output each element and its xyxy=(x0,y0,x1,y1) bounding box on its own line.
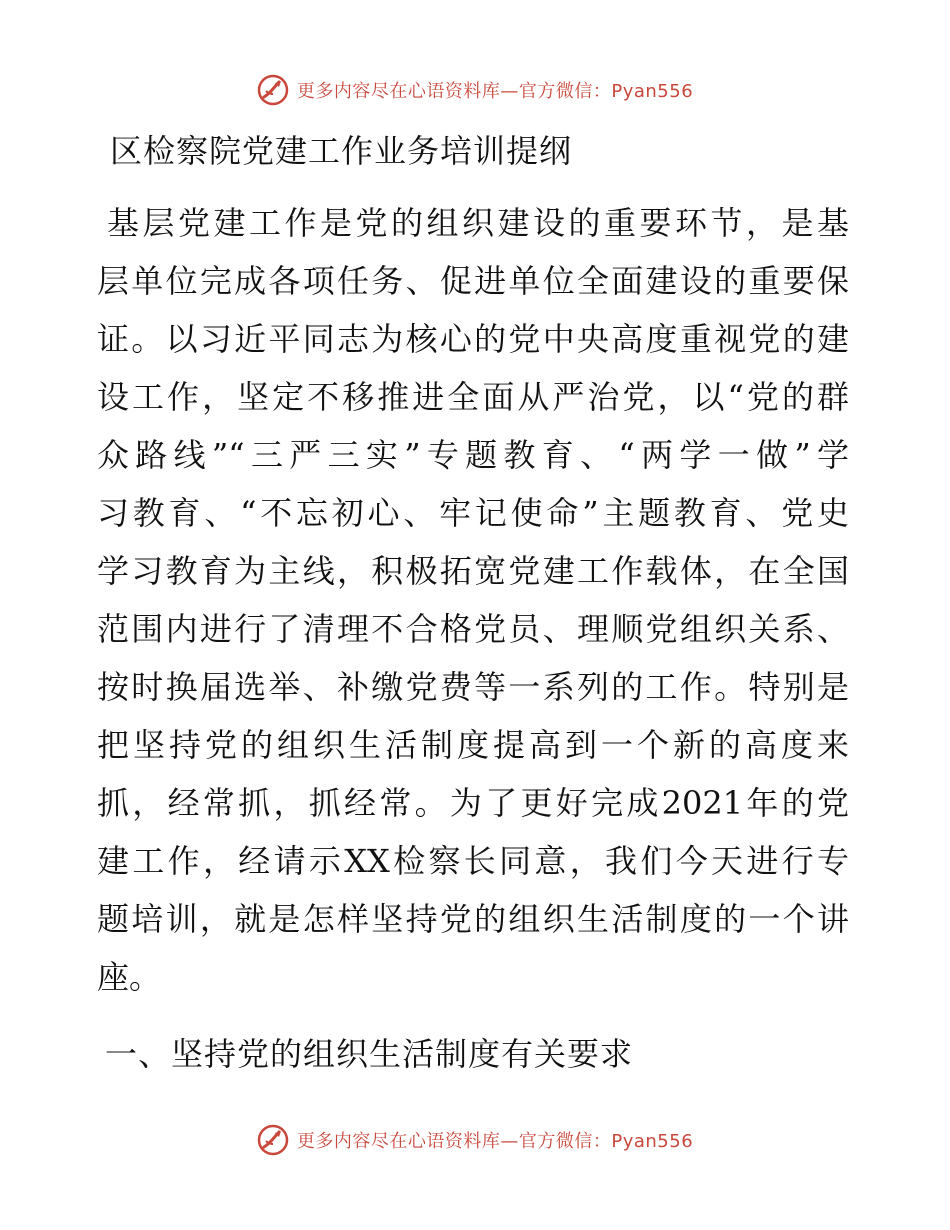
paragraph-line: 习教育、“不忘初心、牢记使命”主题教育、党史 xyxy=(97,494,849,532)
paragraph-line: 把坚持党的组织生活制度提高到一个新的高度来 xyxy=(97,726,849,764)
watermark-banner-top xyxy=(0,70,950,110)
brand-logo-icon xyxy=(257,1124,289,1156)
paragraph-line: 证。以习近平同志为核心的党中央高度重视党的建 xyxy=(97,320,849,358)
paragraph-line: 题培训，就是怎样坚持党的组织生活制度的一个讲 xyxy=(97,900,849,938)
body-paragraph xyxy=(97,194,849,1006)
paragraph-line: 座。 xyxy=(97,958,162,996)
paragraph-line: 层单位完成各项任务、促进单位全面建设的重要保 xyxy=(97,262,849,300)
brand-logo-icon xyxy=(257,74,289,106)
document-title: 区检察院党建工作业务培训提纲 xyxy=(110,132,573,170)
watermark-text: 更多内容尽在心语资料库—官方微信：Pyan556 xyxy=(296,81,694,102)
paragraph-line: 按时换届选举、补缴党费等一系列的工作。特别是 xyxy=(97,668,849,706)
paragraph-line: 学习教育为主线，积极拓宽党建工作载体，在全国 xyxy=(97,552,849,590)
watermark-text: 更多内容尽在心语资料库—官方微信：Pyan556 xyxy=(296,1131,694,1152)
paragraph-line: 范围内进行了清理不合格党员、理顺党组织关系、 xyxy=(97,610,849,648)
paragraph-line: 建工作，经请示XX检察长同意，我们今天进行专 xyxy=(97,842,849,880)
paragraph-line: 设工作，坚定不移推进全面从严治党，以“党的群 xyxy=(97,378,849,416)
paragraph-line: 基层党建工作是党的组织建设的重要环节，是基 xyxy=(107,204,849,242)
paragraph-line: 众路线”“三严三实”专题教育、“两学一做”学 xyxy=(97,436,849,474)
section-heading: 一、坚持党的组织生活制度有关要求 xyxy=(105,1035,634,1073)
paragraph-line: 抓，经常抓，抓经常。为了更好完成2021年的党 xyxy=(97,784,849,822)
watermark-banner-bottom xyxy=(0,1120,950,1160)
